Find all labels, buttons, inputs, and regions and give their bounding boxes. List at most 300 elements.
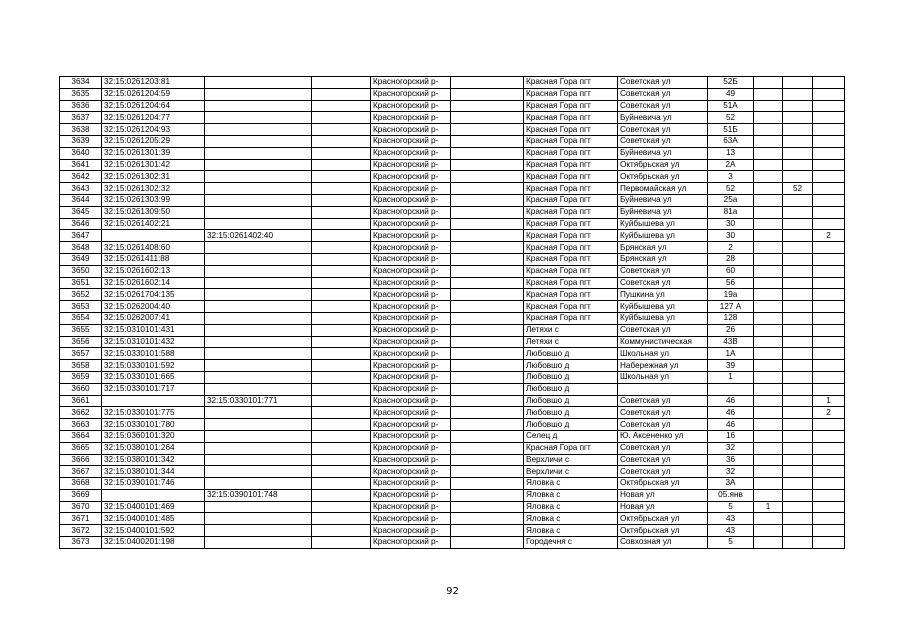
table-row <box>60 206 845 218</box>
settlement-cell: Яловка с <box>524 478 618 490</box>
row-number-cell: 3649 <box>60 253 102 265</box>
row-number-cell: 3643 <box>60 183 102 195</box>
empty-cell-cell <box>451 230 524 242</box>
settlement-cell: Верхличи с <box>524 454 618 466</box>
row-number-cell: 3667 <box>60 466 102 478</box>
empty-cell-cell <box>312 218 371 230</box>
settlement-cell: Красная Гора пгт <box>524 242 618 254</box>
extra-3-cell <box>813 124 845 136</box>
extra-3-cell <box>813 336 845 348</box>
house-number-cell: 63А <box>708 135 754 147</box>
extra-2-cell <box>783 442 813 454</box>
extra-3-cell <box>813 194 845 206</box>
extra-2-cell <box>783 360 813 372</box>
house-number-cell: 52Б <box>708 77 754 89</box>
empty-cell-cell <box>312 407 371 419</box>
empty-cell-cell <box>451 253 524 265</box>
table-row <box>60 489 845 501</box>
extra-2-cell <box>783 336 813 348</box>
table-row <box>60 265 845 277</box>
district-cell: Красногорский р- <box>371 277 451 289</box>
empty-cell-cell <box>312 277 371 289</box>
street-cell: Брянская ул <box>618 253 708 265</box>
row-number-cell: 3666 <box>60 454 102 466</box>
street-cell: Коммунистическая <box>618 336 708 348</box>
row-number-cell: 3640 <box>60 147 102 159</box>
settlement-cell: Любовшо д <box>524 348 618 360</box>
district-cell: Красногорский р- <box>371 525 451 537</box>
extra-3-cell <box>813 183 845 195</box>
table-row <box>60 194 845 206</box>
extra-1-cell <box>754 218 783 230</box>
extra-1-cell <box>754 183 783 195</box>
table-row <box>60 135 845 147</box>
empty-cell-cell <box>312 324 371 336</box>
district-cell: Красногорский р- <box>371 100 451 112</box>
extra-2-cell <box>783 77 813 89</box>
street-cell: Октябрьская ул <box>618 159 708 171</box>
settlement-cell: Красная Гора пгт <box>524 277 618 289</box>
settlement-cell: Красная Гора пгт <box>524 112 618 124</box>
extra-1-cell <box>754 77 783 89</box>
empty-cell-cell <box>312 454 371 466</box>
house-number-cell: 51А <box>708 100 754 112</box>
row-number-cell: 3669 <box>60 489 102 501</box>
extra-1-cell <box>754 537 783 549</box>
empty-cell-cell <box>312 466 371 478</box>
house-number-cell: 32 <box>708 442 754 454</box>
empty-cell-cell <box>312 430 371 442</box>
cadastral-number-cell: 32:15:0262007:41 <box>102 312 205 324</box>
extra-1-cell <box>754 312 783 324</box>
cadastral-number-cell <box>102 230 205 242</box>
settlement-cell: Любовшо д <box>524 371 618 383</box>
empty-cell-cell <box>312 206 371 218</box>
extra-3-cell <box>813 501 845 513</box>
cadastral-number-alt-cell <box>205 147 312 159</box>
empty-cell-cell <box>451 265 524 277</box>
row-number-cell: 3671 <box>60 513 102 525</box>
cadastral-number-cell: 32:15:0261704:135 <box>102 289 205 301</box>
empty-cell-cell <box>451 348 524 360</box>
house-number-cell: 49 <box>708 88 754 100</box>
row-number-cell: 3647 <box>60 230 102 242</box>
cadastral-number-cell: 32:15:0400201:198 <box>102 537 205 549</box>
street-cell: Советская ул <box>618 100 708 112</box>
table-row <box>60 230 845 242</box>
cadastral-number-cell: 32:15:0310101:431 <box>102 324 205 336</box>
district-cell: Красногорский р- <box>371 371 451 383</box>
cadastral-number-cell: 32:15:0380101:264 <box>102 442 205 454</box>
cadastral-number-alt-cell <box>205 88 312 100</box>
extra-2-cell <box>783 265 813 277</box>
house-number-cell: 1А <box>708 348 754 360</box>
row-number-cell: 3663 <box>60 419 102 431</box>
extra-2-cell <box>783 537 813 549</box>
table-row <box>60 395 845 407</box>
street-cell: Куйбышева ул <box>618 301 708 313</box>
district-cell: Красногорский р- <box>371 454 451 466</box>
extra-3-cell: 1 <box>813 395 845 407</box>
empty-cell-cell <box>451 194 524 206</box>
settlement-cell: Красная Гора пгт <box>524 442 618 454</box>
empty-cell-cell <box>451 147 524 159</box>
table-row <box>60 124 845 136</box>
table-row <box>60 312 845 324</box>
table-row <box>60 525 845 537</box>
row-number-cell: 3651 <box>60 277 102 289</box>
empty-cell-cell <box>451 336 524 348</box>
settlement-cell: Любовшо д <box>524 383 618 395</box>
table-row <box>60 478 845 490</box>
cadastral-number-alt-cell <box>205 159 312 171</box>
cadastral-number-cell: 32:15:0330101:717 <box>102 383 205 395</box>
extra-2-cell: 52 <box>783 183 813 195</box>
extra-2-cell <box>783 525 813 537</box>
district-cell: Красногорский р- <box>371 230 451 242</box>
row-number-cell: 3637 <box>60 112 102 124</box>
extra-3-cell <box>813 537 845 549</box>
extra-1-cell <box>754 407 783 419</box>
house-number-cell: 36 <box>708 454 754 466</box>
settlement-cell: Красная Гора пгт <box>524 124 618 136</box>
extra-1-cell <box>754 265 783 277</box>
row-number-cell: 3664 <box>60 430 102 442</box>
cadastral-number-cell: 32:15:0261408:60 <box>102 242 205 254</box>
cadastral-number-cell: 32:15:0261205:29 <box>102 135 205 147</box>
extra-1-cell <box>754 171 783 183</box>
street-cell: Новая ул <box>618 501 708 513</box>
cadastral-number-alt-cell <box>205 466 312 478</box>
table-row <box>60 336 845 348</box>
cadastral-number-alt-cell <box>205 277 312 289</box>
extra-3-cell <box>813 289 845 301</box>
district-cell: Красногорский р- <box>371 124 451 136</box>
table-row <box>60 501 845 513</box>
house-number-cell: 2А <box>708 159 754 171</box>
extra-3-cell <box>813 454 845 466</box>
empty-cell-cell <box>312 112 371 124</box>
extra-1-cell <box>754 430 783 442</box>
house-number-cell: 05.янв <box>708 489 754 501</box>
extra-2-cell <box>783 312 813 324</box>
empty-cell-cell <box>451 395 524 407</box>
empty-cell-cell <box>312 383 371 395</box>
empty-cell-cell <box>312 336 371 348</box>
extra-3-cell <box>813 442 845 454</box>
house-number-cell: 32 <box>708 466 754 478</box>
district-cell: Красногорский р- <box>371 159 451 171</box>
settlement-cell: Красная Гора пгт <box>524 253 618 265</box>
row-number-cell: 3639 <box>60 135 102 147</box>
street-cell: Буйневича ул <box>618 147 708 159</box>
extra-1-cell <box>754 289 783 301</box>
table-row <box>60 277 845 289</box>
extra-1-cell <box>754 348 783 360</box>
extra-2-cell <box>783 501 813 513</box>
house-number-cell: 3 <box>708 171 754 183</box>
extra-3-cell <box>813 419 845 431</box>
row-number-cell: 3668 <box>60 478 102 490</box>
extra-2-cell <box>783 171 813 183</box>
cadastral-number-alt-cell <box>205 289 312 301</box>
extra-3-cell <box>813 100 845 112</box>
house-number-cell: 25а <box>708 194 754 206</box>
extra-2-cell <box>783 371 813 383</box>
empty-cell-cell <box>451 454 524 466</box>
row-number-cell: 3648 <box>60 242 102 254</box>
empty-cell-cell <box>312 183 371 195</box>
settlement-cell: Красная Гора пгт <box>524 183 618 195</box>
house-number-cell: 5 <box>708 537 754 549</box>
row-number-cell: 3670 <box>60 501 102 513</box>
cadastral-number-alt-cell <box>205 371 312 383</box>
row-number-cell: 3661 <box>60 395 102 407</box>
house-number-cell: 13 <box>708 147 754 159</box>
settlement-cell: Красная Гора пгт <box>524 147 618 159</box>
cadastral-number-alt-cell <box>205 301 312 313</box>
extra-2-cell <box>783 124 813 136</box>
district-cell: Красногорский р- <box>371 324 451 336</box>
extra-1-cell <box>754 301 783 313</box>
street-cell: Совхозная ул <box>618 537 708 549</box>
settlement-cell: Красная Гора пгт <box>524 194 618 206</box>
cadastral-number-cell: 32:15:0400101:592 <box>102 525 205 537</box>
extra-3-cell <box>813 360 845 372</box>
district-cell: Красногорский р- <box>371 206 451 218</box>
table-body <box>60 77 845 549</box>
cadastral-number-cell: 32:15:0261602:14 <box>102 277 205 289</box>
settlement-cell: Городечня с <box>524 537 618 549</box>
settlement-cell: Красная Гора пгт <box>524 265 618 277</box>
cadastral-number-cell: 32:15:0330101:588 <box>102 348 205 360</box>
settlement-cell: Красная Гора пгт <box>524 206 618 218</box>
empty-cell-cell <box>312 100 371 112</box>
street-cell: Ю. Аксененко ул <box>618 430 708 442</box>
settlement-cell: Яловка с <box>524 501 618 513</box>
cadastral-number-cell: 32:15:0390101:746 <box>102 478 205 490</box>
house-number-cell: 1 <box>708 371 754 383</box>
cadastral-number-cell: 32:15:0400101:485 <box>102 513 205 525</box>
street-cell: Куйбышева ул <box>618 218 708 230</box>
cadastral-number-cell: 32:15:0261203:81 <box>102 77 205 89</box>
empty-cell-cell <box>451 112 524 124</box>
row-number-cell: 3634 <box>60 77 102 89</box>
empty-cell-cell <box>312 395 371 407</box>
row-number-cell: 3650 <box>60 265 102 277</box>
street-cell: Советская ул <box>618 135 708 147</box>
district-cell: Красногорский р- <box>371 442 451 454</box>
cadastral-number-alt-cell <box>205 419 312 431</box>
table-row <box>60 442 845 454</box>
extra-2-cell <box>783 135 813 147</box>
extra-2-cell <box>783 194 813 206</box>
cadastral-number-alt-cell <box>205 336 312 348</box>
cadastral-number-cell: 32:15:0261204:59 <box>102 88 205 100</box>
table-row <box>60 183 845 195</box>
empty-cell-cell <box>451 206 524 218</box>
empty-cell-cell <box>312 159 371 171</box>
district-cell: Красногорский р- <box>371 194 451 206</box>
extra-1-cell <box>754 454 783 466</box>
extra-1-cell <box>754 371 783 383</box>
cadastral-number-cell: 32:15:0262004:40 <box>102 301 205 313</box>
extra-2-cell <box>783 489 813 501</box>
settlement-cell: Красная Гора пгт <box>524 230 618 242</box>
settlement-cell: Любовшо д <box>524 395 618 407</box>
table-row <box>60 147 845 159</box>
street-cell: Первомайская ул <box>618 183 708 195</box>
house-number-cell: 52 <box>708 183 754 195</box>
empty-cell-cell <box>451 501 524 513</box>
extra-1-cell <box>754 336 783 348</box>
extra-2-cell <box>783 395 813 407</box>
extra-3-cell <box>813 265 845 277</box>
extra-2-cell <box>783 112 813 124</box>
extra-1-cell <box>754 513 783 525</box>
house-number-cell: 51Б <box>708 124 754 136</box>
district-cell: Красногорский р- <box>371 336 451 348</box>
district-cell: Красногорский р- <box>371 407 451 419</box>
table-row <box>60 242 845 254</box>
settlement-cell: Красная Гора пгт <box>524 77 618 89</box>
empty-cell-cell <box>312 194 371 206</box>
extra-3-cell <box>813 147 845 159</box>
cadastral-number-cell <box>102 395 205 407</box>
table-row <box>60 407 845 419</box>
empty-cell-cell <box>312 348 371 360</box>
house-number-cell: 43В <box>708 336 754 348</box>
street-cell: Школьная ул <box>618 371 708 383</box>
settlement-cell: Красная Гора пгт <box>524 88 618 100</box>
district-cell: Красногорский р- <box>371 171 451 183</box>
house-number-cell: 43 <box>708 513 754 525</box>
cadastral-number-alt-cell <box>205 324 312 336</box>
extra-2-cell <box>783 513 813 525</box>
empty-cell-cell <box>451 88 524 100</box>
table-row <box>60 513 845 525</box>
cadastral-number-alt-cell <box>205 124 312 136</box>
cadastral-number-alt-cell <box>205 430 312 442</box>
empty-cell-cell <box>312 265 371 277</box>
empty-cell-cell <box>312 124 371 136</box>
empty-cell-cell <box>312 525 371 537</box>
house-number-cell: 5 <box>708 501 754 513</box>
empty-cell-cell <box>451 513 524 525</box>
house-number-cell <box>708 383 754 395</box>
house-number-cell: 128 <box>708 312 754 324</box>
settlement-cell: Яловка с <box>524 489 618 501</box>
row-number-cell: 3662 <box>60 407 102 419</box>
street-cell: Советская ул <box>618 395 708 407</box>
empty-cell-cell <box>451 159 524 171</box>
table-row <box>60 88 845 100</box>
extra-1-cell <box>754 442 783 454</box>
cadastral-number-alt-cell <box>205 100 312 112</box>
extra-2-cell <box>783 454 813 466</box>
extra-1-cell <box>754 242 783 254</box>
street-cell: Октябрьская ул <box>618 513 708 525</box>
extra-2-cell <box>783 253 813 265</box>
cadastral-number-alt-cell <box>205 537 312 549</box>
cadastral-number-cell: 32:15:0380101:344 <box>102 466 205 478</box>
extra-3-cell <box>813 159 845 171</box>
table-row <box>60 289 845 301</box>
extra-1-cell <box>754 159 783 171</box>
row-number-cell: 3642 <box>60 171 102 183</box>
settlement-cell: Летяхи с <box>524 336 618 348</box>
cadastral-number-cell: 32:15:0330101:775 <box>102 407 205 419</box>
extra-3-cell <box>813 525 845 537</box>
extra-1-cell <box>754 395 783 407</box>
settlement-cell: Красная Гора пгт <box>524 100 618 112</box>
extra-1-cell <box>754 478 783 490</box>
extra-2-cell <box>783 206 813 218</box>
empty-cell-cell <box>312 77 371 89</box>
empty-cell-cell <box>312 301 371 313</box>
empty-cell-cell <box>312 513 371 525</box>
table-row <box>60 537 845 549</box>
cadastral-number-alt-cell <box>205 383 312 395</box>
cadastral-number-cell: 32:15:0261602:13 <box>102 265 205 277</box>
cadastral-number-cell: 32:15:0380101:342 <box>102 454 205 466</box>
row-number-cell: 3653 <box>60 301 102 313</box>
district-cell: Красногорский р- <box>371 242 451 254</box>
row-number-cell: 3635 <box>60 88 102 100</box>
extra-3-cell <box>813 371 845 383</box>
extra-3-cell <box>813 348 845 360</box>
extra-1-cell <box>754 100 783 112</box>
empty-cell-cell <box>451 289 524 301</box>
cadastral-number-cell: 32:15:0261204:64 <box>102 100 205 112</box>
street-cell: Буйневича ул <box>618 112 708 124</box>
row-number-cell: 3659 <box>60 371 102 383</box>
extra-2-cell <box>783 242 813 254</box>
district-cell: Красногорский р- <box>371 395 451 407</box>
extra-2-cell <box>783 430 813 442</box>
cadastral-number-alt-cell <box>205 407 312 419</box>
cadastral-number-alt-cell <box>205 525 312 537</box>
street-cell: Октябрьская ул <box>618 478 708 490</box>
extra-2-cell <box>783 466 813 478</box>
settlement-cell: Красная Гора пгт <box>524 159 618 171</box>
district-cell: Красногорский р- <box>371 383 451 395</box>
row-number-cell: 3641 <box>60 159 102 171</box>
row-number-cell: 3672 <box>60 525 102 537</box>
extra-3-cell <box>813 478 845 490</box>
empty-cell-cell <box>312 253 371 265</box>
cadastral-number-alt-cell <box>205 360 312 372</box>
empty-cell-cell <box>451 171 524 183</box>
district-cell: Красногорский р- <box>371 466 451 478</box>
settlement-cell: Селец д <box>524 430 618 442</box>
settlement-cell: Красная Гора пгт <box>524 171 618 183</box>
cadastral-number-alt-cell <box>205 112 312 124</box>
extra-3-cell <box>813 312 845 324</box>
empty-cell-cell <box>451 324 524 336</box>
cadastral-table <box>59 76 845 549</box>
empty-cell-cell <box>451 77 524 89</box>
settlement-cell: Верхличи с <box>524 466 618 478</box>
empty-cell-cell <box>451 312 524 324</box>
empty-cell-cell <box>451 301 524 313</box>
house-number-cell: 28 <box>708 253 754 265</box>
house-number-cell: 16 <box>708 430 754 442</box>
cadastral-number-cell: 32:15:0261309:50 <box>102 206 205 218</box>
street-cell: Советская ул <box>618 77 708 89</box>
cadastral-number-alt-cell <box>205 501 312 513</box>
empty-cell-cell <box>451 537 524 549</box>
